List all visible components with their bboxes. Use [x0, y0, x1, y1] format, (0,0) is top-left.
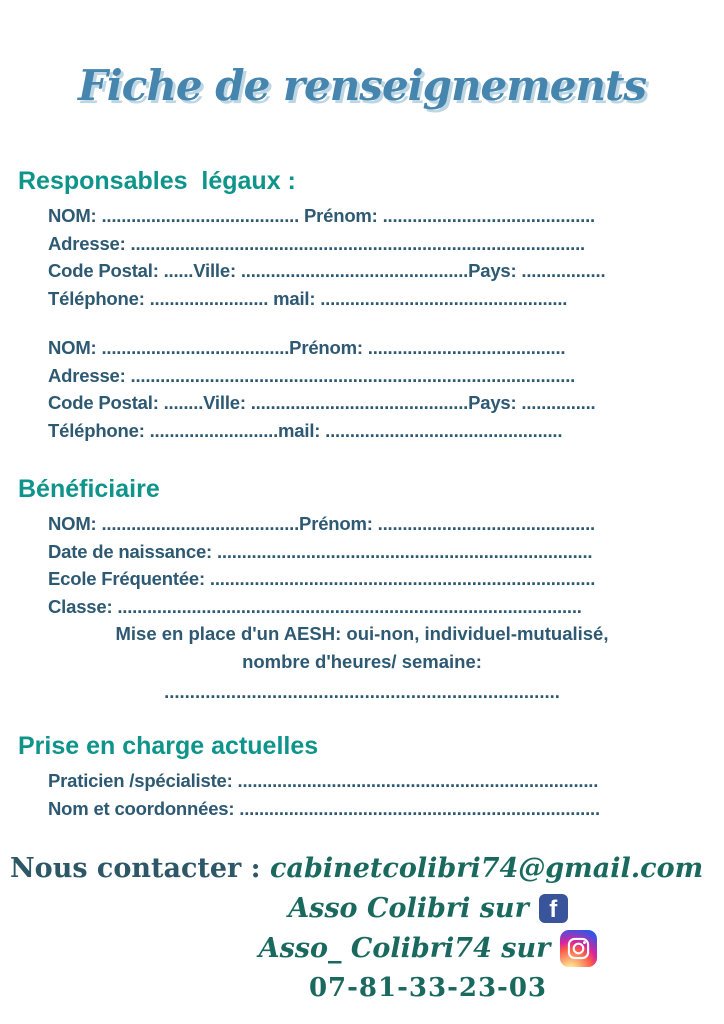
facebook-line	[148, 888, 708, 928]
section-prise-en-charge	[18, 731, 706, 822]
instagram-camera-glyph	[567, 937, 590, 960]
field-classe: Classe: ..............................................................................................	[48, 595, 582, 617]
field-nom-prenom-2: NOM: ......................................Prénom: ........................................	[48, 337, 566, 358]
responsable-2-block	[18, 334, 706, 444]
aesh-note-line-1: Mise en place d'un AESH: oui-non, individuel-mutualisé,	[115, 623, 609, 644]
heading-prise-en-charge: Prise en charge actuelles	[18, 732, 319, 760]
instagram-icon[interactable]	[560, 930, 597, 967]
page-title: Fiche de renseignements	[77, 61, 646, 110]
section-beneficiaire	[18, 474, 706, 705]
beneficiaire-block	[18, 510, 706, 620]
field-codepostal-ville-pays-1: Code Postal: ......Ville: ..............................................Pays: .................	[48, 260, 606, 281]
heading-beneficiaire: Bénéficiaire	[18, 475, 160, 503]
heading-responsables-legaux: Responsables légaux :	[18, 167, 296, 195]
field-telephone-mail-1: Téléphone: ........................ mail: ..................................................	[48, 287, 568, 309]
field-nom-coordonnees: Nom et coordonnées: .........................................................................	[48, 797, 600, 819]
instagram-line	[148, 928, 708, 968]
field-adresse-1: Adresse: ............................................................................................	[48, 232, 585, 254]
field-codepostal-ville-pays-2: Code Postal: ........Ville: ............................................Pays: ...............	[48, 392, 596, 413]
field-date-naissance: Date de naissance: ............................................................................	[48, 540, 593, 562]
section-responsables-legaux	[18, 166, 706, 444]
aesh-answer-dots: .............................................................................	[164, 681, 560, 702]
field-adresse-2: Adresse: ..........................................................................................	[48, 364, 576, 386]
field-nom-prenom-beneficiaire: NOM: ........................................Prénom: ............................................	[48, 513, 595, 534]
contact-line	[10, 850, 706, 888]
contact-label: Nous contacter :	[10, 853, 271, 884]
field-telephone-mail-2: Téléphone: ..........................mail: ................................................	[48, 419, 563, 441]
facebook-handle: Asso Colibri sur	[288, 892, 529, 924]
contact-phone: 07-81-33-23-03	[308, 973, 548, 1003]
responsable-1-block	[18, 202, 706, 312]
field-nom-prenom-1: NOM: ........................................ Prénom: ...........................................	[48, 205, 595, 226]
contact-block	[10, 850, 706, 1008]
prise-en-charge-block	[18, 767, 706, 822]
field-praticien-specialiste: Praticien /spécialiste: .........................................................................	[48, 770, 599, 791]
aesh-note-line-2: nombre d'heures/ semaine:	[242, 650, 482, 672]
field-ecole-frequentee: Ecole Fréquentée: ..............................................................................	[48, 568, 596, 589]
instagram-handle: Asso_ Colibri74 sur	[258, 932, 551, 964]
contact-email[interactable]: cabinetcolibri74@gmail.com	[270, 853, 704, 884]
facebook-icon[interactable]: f	[539, 894, 568, 923]
